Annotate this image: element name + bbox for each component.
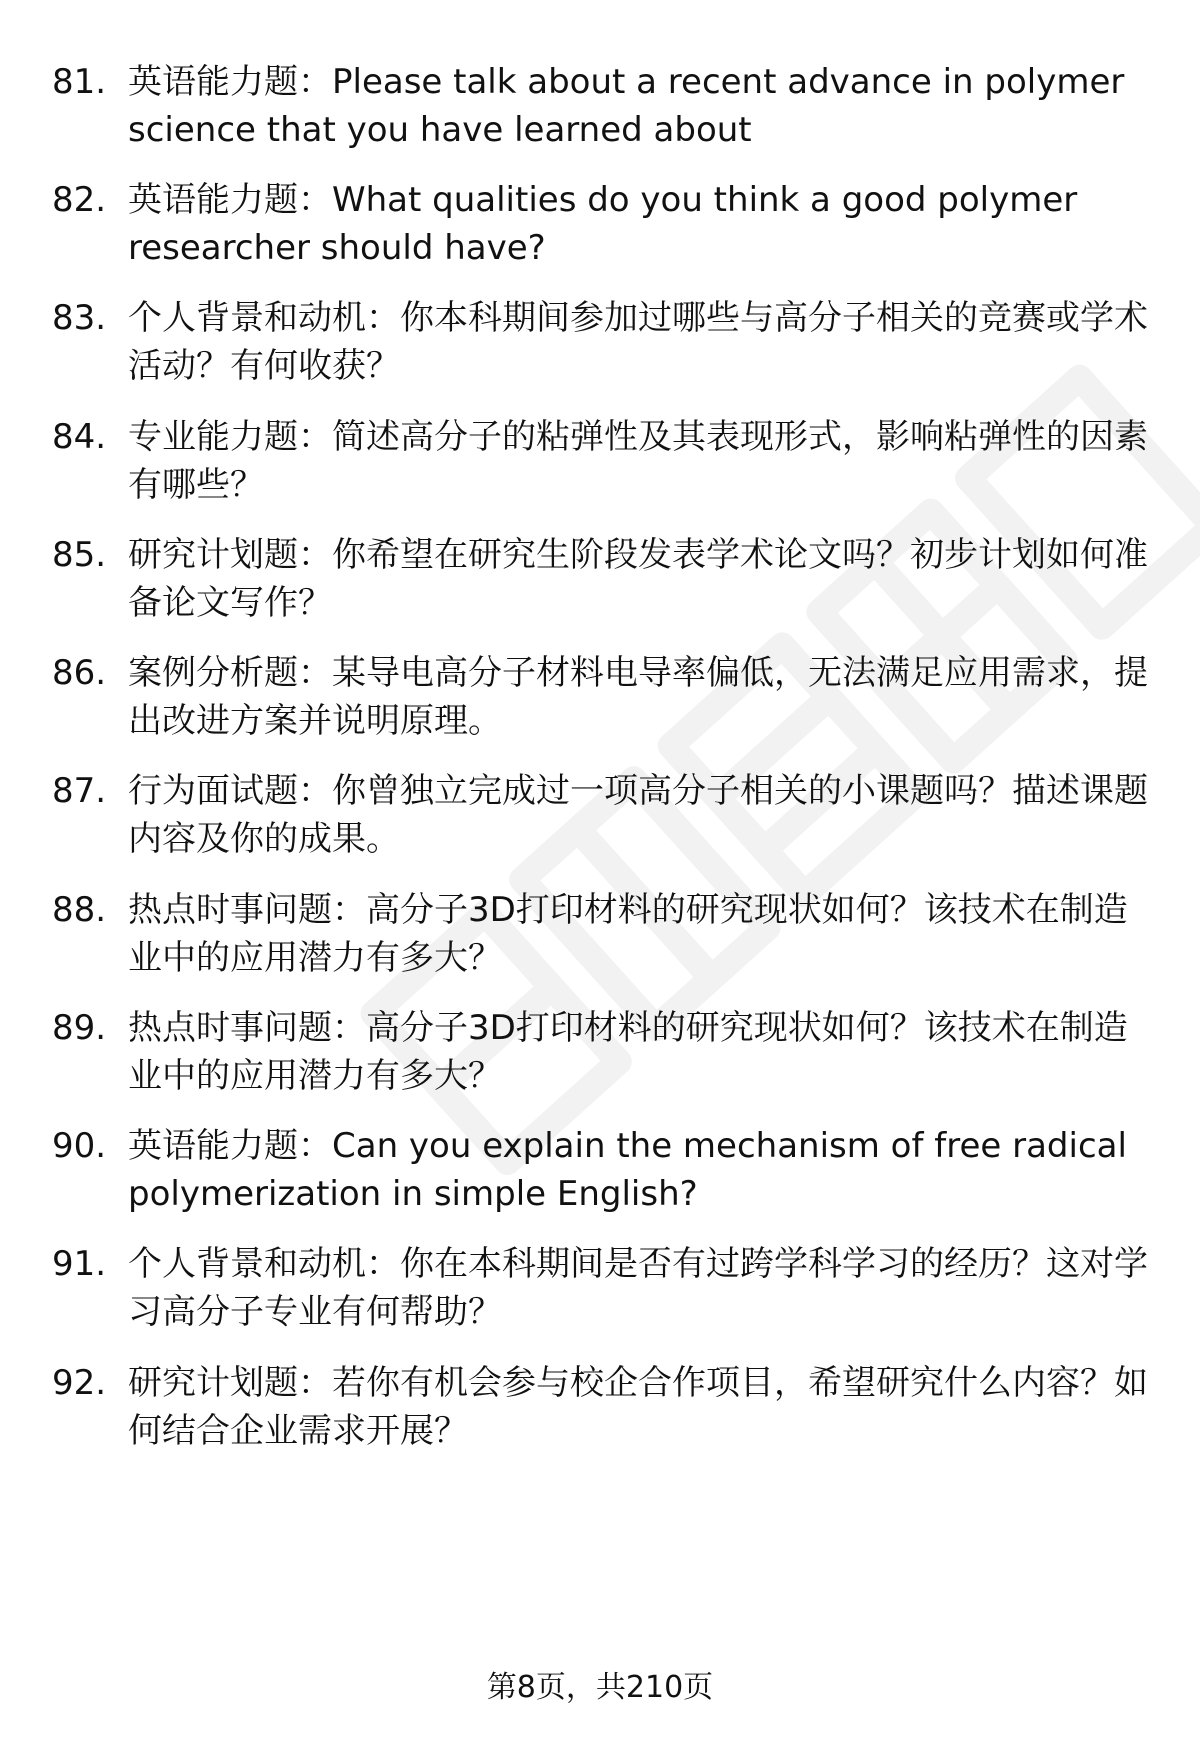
list-item bbox=[0, 1122, 1200, 1232]
list-item bbox=[0, 1359, 1200, 1469]
list-item bbox=[0, 1240, 1200, 1350]
question-number: 91. bbox=[52, 1244, 107, 1284]
list-item bbox=[0, 886, 1200, 996]
list-item bbox=[0, 649, 1200, 759]
question-number: 86. bbox=[52, 653, 107, 693]
question-text: 专业能力题：简述高分子的粘弹性及其表现形式，影响粘弹性的因素有哪些？ bbox=[128, 417, 1148, 505]
question-number: 83. bbox=[52, 298, 107, 338]
list-item bbox=[0, 294, 1200, 404]
question-number: 89. bbox=[52, 1008, 107, 1048]
list-item bbox=[0, 58, 1200, 168]
question-number: 92. bbox=[52, 1363, 107, 1403]
page-footer: 第8页，共210页 bbox=[486, 1670, 714, 1705]
question-text: 个人背景和动机：你本科期间参加过哪些与高分子相关的竞赛或学术活动？有何收获？ bbox=[128, 298, 1148, 386]
question-text: 英语能力题：Please talk about a recent advance in polymer science that you have learned about bbox=[128, 62, 1125, 150]
question-text: 热点时事问题：高分子3D打印材料的研究现状如何？该技术在制造业中的应用潜力有多大？ bbox=[128, 1008, 1128, 1096]
question-number: 90. bbox=[52, 1126, 107, 1166]
list-item bbox=[0, 767, 1200, 877]
question-text: 研究计划题：你希望在研究生阶段发表学术论文吗？初步计划如何准备论文写作？ bbox=[128, 535, 1148, 623]
list-item bbox=[0, 413, 1200, 523]
question-text: 英语能力题：Can you explain the mechanism of free radical polymerization in simple English? bbox=[128, 1126, 1127, 1214]
question-number: 81. bbox=[52, 62, 107, 102]
question-number: 82. bbox=[52, 180, 107, 220]
question-number: 87. bbox=[52, 771, 107, 811]
question-text: 英语能力题：What qualities do you think a good polymer researcher should have? bbox=[128, 180, 1078, 268]
question-text: 案例分析题：某导电高分子材料电导率偏低，无法满足应用需求，提出改进方案并说明原理。 bbox=[128, 653, 1148, 741]
list-item bbox=[0, 531, 1200, 641]
list-item bbox=[0, 1004, 1200, 1114]
question-text: 研究计划题：若你有机会参与校企合作项目，希望研究什么内容？如何结合企业需求开展？ bbox=[128, 1363, 1148, 1451]
list-item bbox=[0, 176, 1200, 286]
question-number: 85. bbox=[52, 535, 107, 575]
question-number: 88. bbox=[52, 890, 107, 930]
question-text: 热点时事问题：高分子3D打印材料的研究现状如何？该技术在制造业中的应用潜力有多大？ bbox=[128, 890, 1128, 978]
question-text: 行为面试题：你曾独立完成过一项高分子相关的小课题吗？描述课题内容及你的成果。 bbox=[128, 771, 1148, 859]
question-text: 个人背景和动机：你在本科期间是否有过跨学科学习的经历？这对学习高分子专业有何帮助？ bbox=[128, 1244, 1148, 1332]
question-number: 84. bbox=[52, 417, 107, 457]
